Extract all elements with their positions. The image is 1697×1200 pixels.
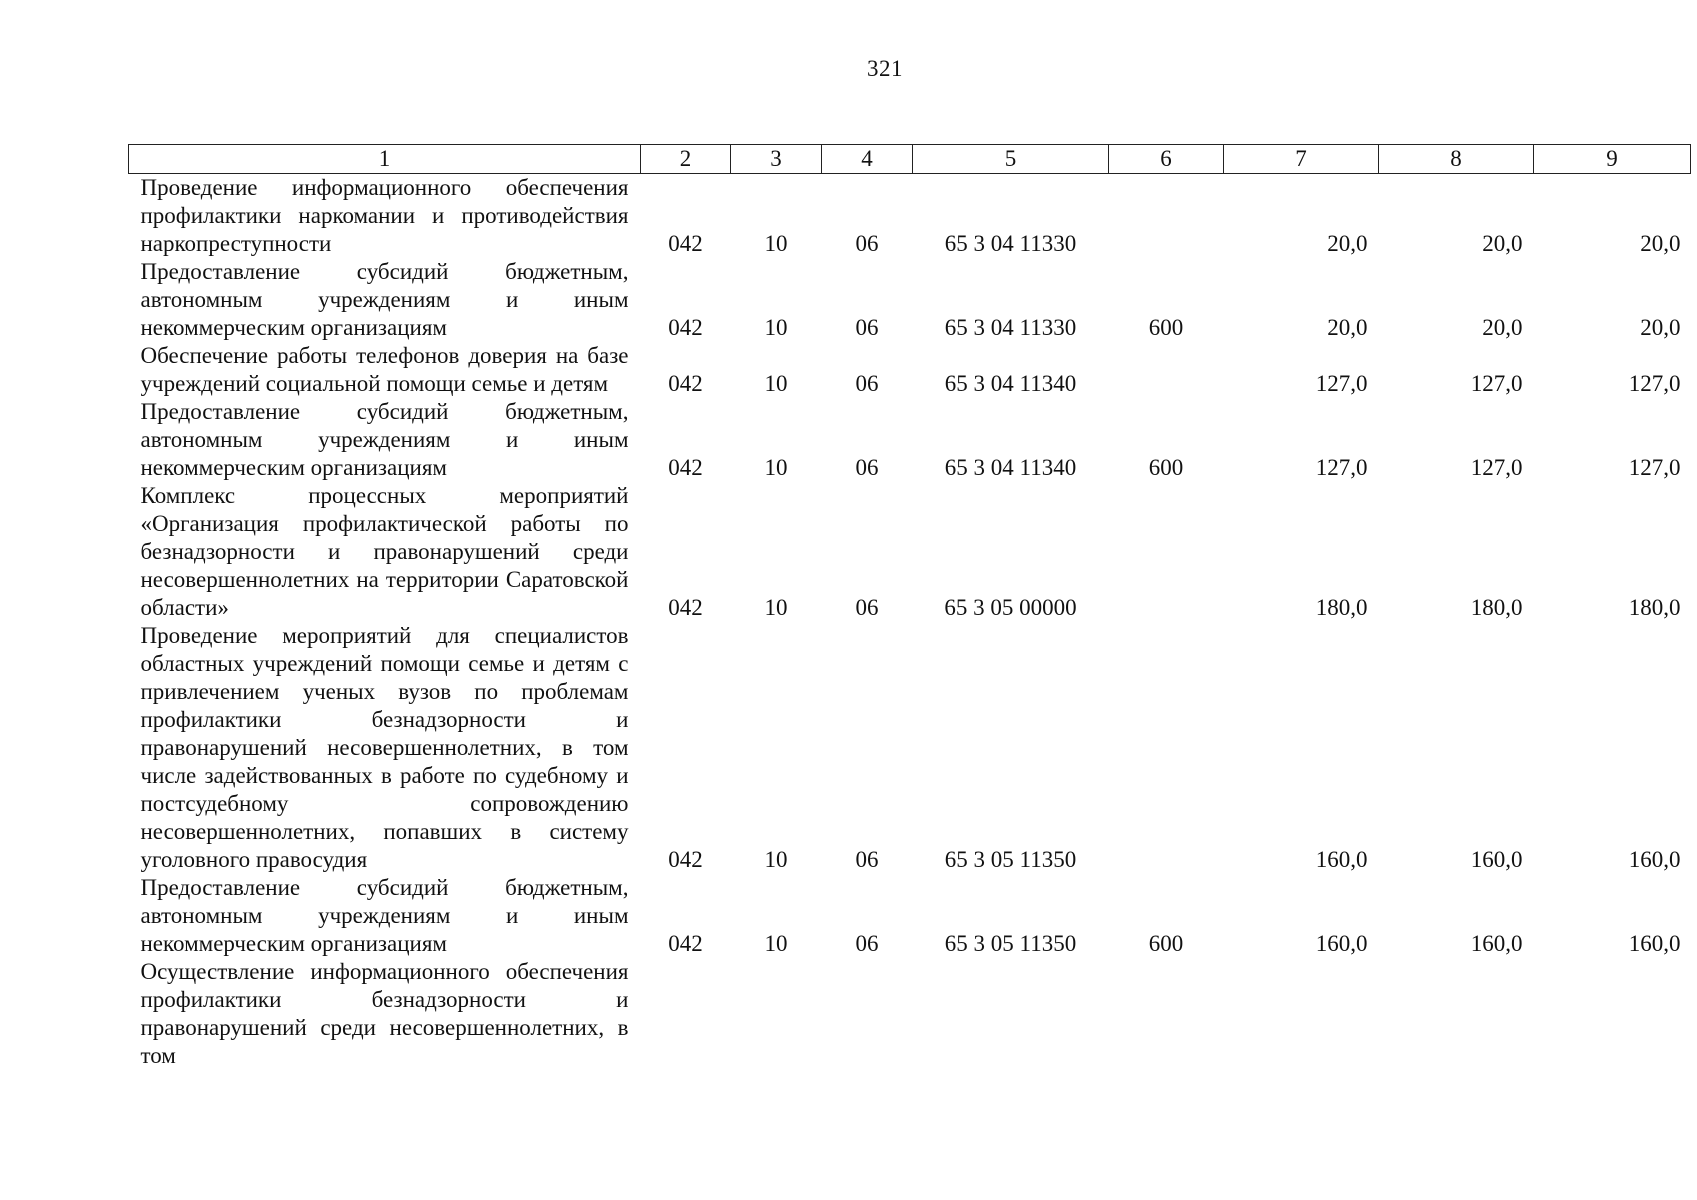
target-article-code: 65 3 05 11350 <box>944 931 1077 956</box>
item-name: Проведение мероприятий для специалистов областных учреждений помощи семье и детям с привлечением ученых вузов по проблемам профилактики безнадзорности и правонарушений несовершеннолетних, в том числе задействованных в работе по судебному и постсудебному сопровождению несовершеннолетних, попавших в систему уголовного правосудия <box>140 623 629 872</box>
amount-col7: 160,0 <box>1315 847 1368 872</box>
target-article-code: 65 3 05 00000 <box>944 595 1077 620</box>
column-header: 9 <box>1534 145 1691 174</box>
item-name: Осуществление информационного обеспечения профилактики безнадзорности и правонарушений среди несовершеннолетних, в том <box>140 959 629 1068</box>
amount-col8 <box>1379 958 1534 1070</box>
item-name: Предоставление субсидий бюджетным, автономным учреждениям и иным некоммерческим организациям <box>140 875 629 956</box>
target-article-code: 65 3 04 11340 <box>944 371 1077 396</box>
column-header: 2 <box>641 145 731 174</box>
table-row <box>129 174 1691 259</box>
target-article-code: 65 3 04 11330 <box>944 315 1077 340</box>
ministry-code: 042 <box>668 455 703 480</box>
subsection-code: 06 <box>855 231 879 256</box>
amount-col7: 160,0 <box>1315 931 1368 956</box>
section-code: 10 <box>764 931 788 956</box>
amount-col7: 180,0 <box>1315 595 1368 620</box>
section-code: 10 <box>764 595 788 620</box>
amount-col9: 20,0 <box>1640 315 1681 340</box>
table-row <box>129 874 1691 958</box>
expense-type-code <box>1109 622 1224 874</box>
expense-type-code <box>1109 342 1224 398</box>
section-code: 10 <box>764 371 788 396</box>
section-code: 10 <box>764 455 788 480</box>
header-row <box>129 145 1691 174</box>
subsection-code: 06 <box>855 455 879 480</box>
amount-col7: 127,0 <box>1315 371 1368 396</box>
section-code <box>731 958 822 1070</box>
table-row <box>129 398 1691 482</box>
amount-col8: 160,0 <box>1470 847 1523 872</box>
amount-col9: 127,0 <box>1628 371 1681 396</box>
amount-col9: 160,0 <box>1628 847 1681 872</box>
expense-type-code <box>1109 174 1224 259</box>
amount-col9 <box>1534 958 1691 1070</box>
column-header: 7 <box>1224 145 1379 174</box>
expense-type-code: 600 <box>1148 931 1184 956</box>
target-article-code: 65 3 04 11340 <box>944 455 1077 480</box>
item-name: Проведение информационного обеспечения профилактики наркомании и противодействия наркопреступности <box>140 175 629 256</box>
section-code: 10 <box>764 231 788 256</box>
section-code: 10 <box>764 847 788 872</box>
amount-col7: 20,0 <box>1327 315 1368 340</box>
column-header: 1 <box>129 145 641 174</box>
subsection-code: 06 <box>855 371 879 396</box>
item-name: Комплекс процессных мероприятий «Организация профилактической работы по безнадзорности и правонарушений среди несовершеннолетних на территории Саратовской области» <box>140 483 629 620</box>
column-header: 5 <box>913 145 1109 174</box>
table-row <box>129 342 1691 398</box>
amount-col9: 20,0 <box>1640 231 1681 256</box>
amount-col8: 20,0 <box>1482 231 1523 256</box>
column-header: 3 <box>731 145 822 174</box>
amount-col8: 180,0 <box>1470 595 1523 620</box>
amount-col9: 127,0 <box>1628 455 1681 480</box>
ministry-code: 042 <box>668 231 703 256</box>
subsection-code: 06 <box>855 595 879 620</box>
budget-table <box>128 144 1691 1070</box>
ministry-code: 042 <box>668 931 703 956</box>
expense-type-code <box>1109 482 1224 622</box>
amount-col8: 127,0 <box>1470 371 1523 396</box>
section-code: 10 <box>764 315 788 340</box>
amount-col8: 20,0 <box>1482 315 1523 340</box>
amount-col8: 160,0 <box>1470 931 1523 956</box>
amount-col7: 20,0 <box>1327 231 1368 256</box>
amount-col8: 127,0 <box>1470 455 1523 480</box>
item-name: Предоставление субсидий бюджетным, автономным учреждениям и иным некоммерческим организациям <box>140 259 629 340</box>
page-number: 321 <box>867 56 903 81</box>
ministry-code <box>641 958 731 1070</box>
expense-type-code <box>1109 958 1224 1070</box>
target-article-code: 65 3 05 11350 <box>944 847 1077 872</box>
column-header: 4 <box>822 145 913 174</box>
target-article-code <box>913 958 1109 1070</box>
subsection-code: 06 <box>855 931 879 956</box>
table-row <box>129 482 1691 622</box>
subsection-code <box>822 958 913 1070</box>
column-header: 8 <box>1379 145 1534 174</box>
ministry-code: 042 <box>668 371 703 396</box>
item-name: Предоставление субсидий бюджетным, автономным учреждениям и иным некоммерческим организациям <box>140 399 629 480</box>
target-article-code: 65 3 04 11330 <box>944 231 1077 256</box>
ministry-code: 042 <box>668 315 703 340</box>
ministry-code: 042 <box>668 847 703 872</box>
table-row <box>129 958 1691 1070</box>
table-row <box>129 622 1691 874</box>
column-header: 6 <box>1109 145 1224 174</box>
item-name: Обеспечение работы телефонов доверия на базе учреждений социальной помощи семье и детям <box>140 343 629 396</box>
subsection-code: 06 <box>855 847 879 872</box>
amount-col7: 127,0 <box>1315 455 1368 480</box>
expense-type-code: 600 <box>1148 315 1184 340</box>
table-row <box>129 258 1691 342</box>
subsection-code: 06 <box>855 315 879 340</box>
amount-col7 <box>1224 958 1379 1070</box>
expense-type-code: 600 <box>1148 455 1184 480</box>
ministry-code: 042 <box>668 595 703 620</box>
amount-col9: 180,0 <box>1628 595 1681 620</box>
amount-col9: 160,0 <box>1628 931 1681 956</box>
